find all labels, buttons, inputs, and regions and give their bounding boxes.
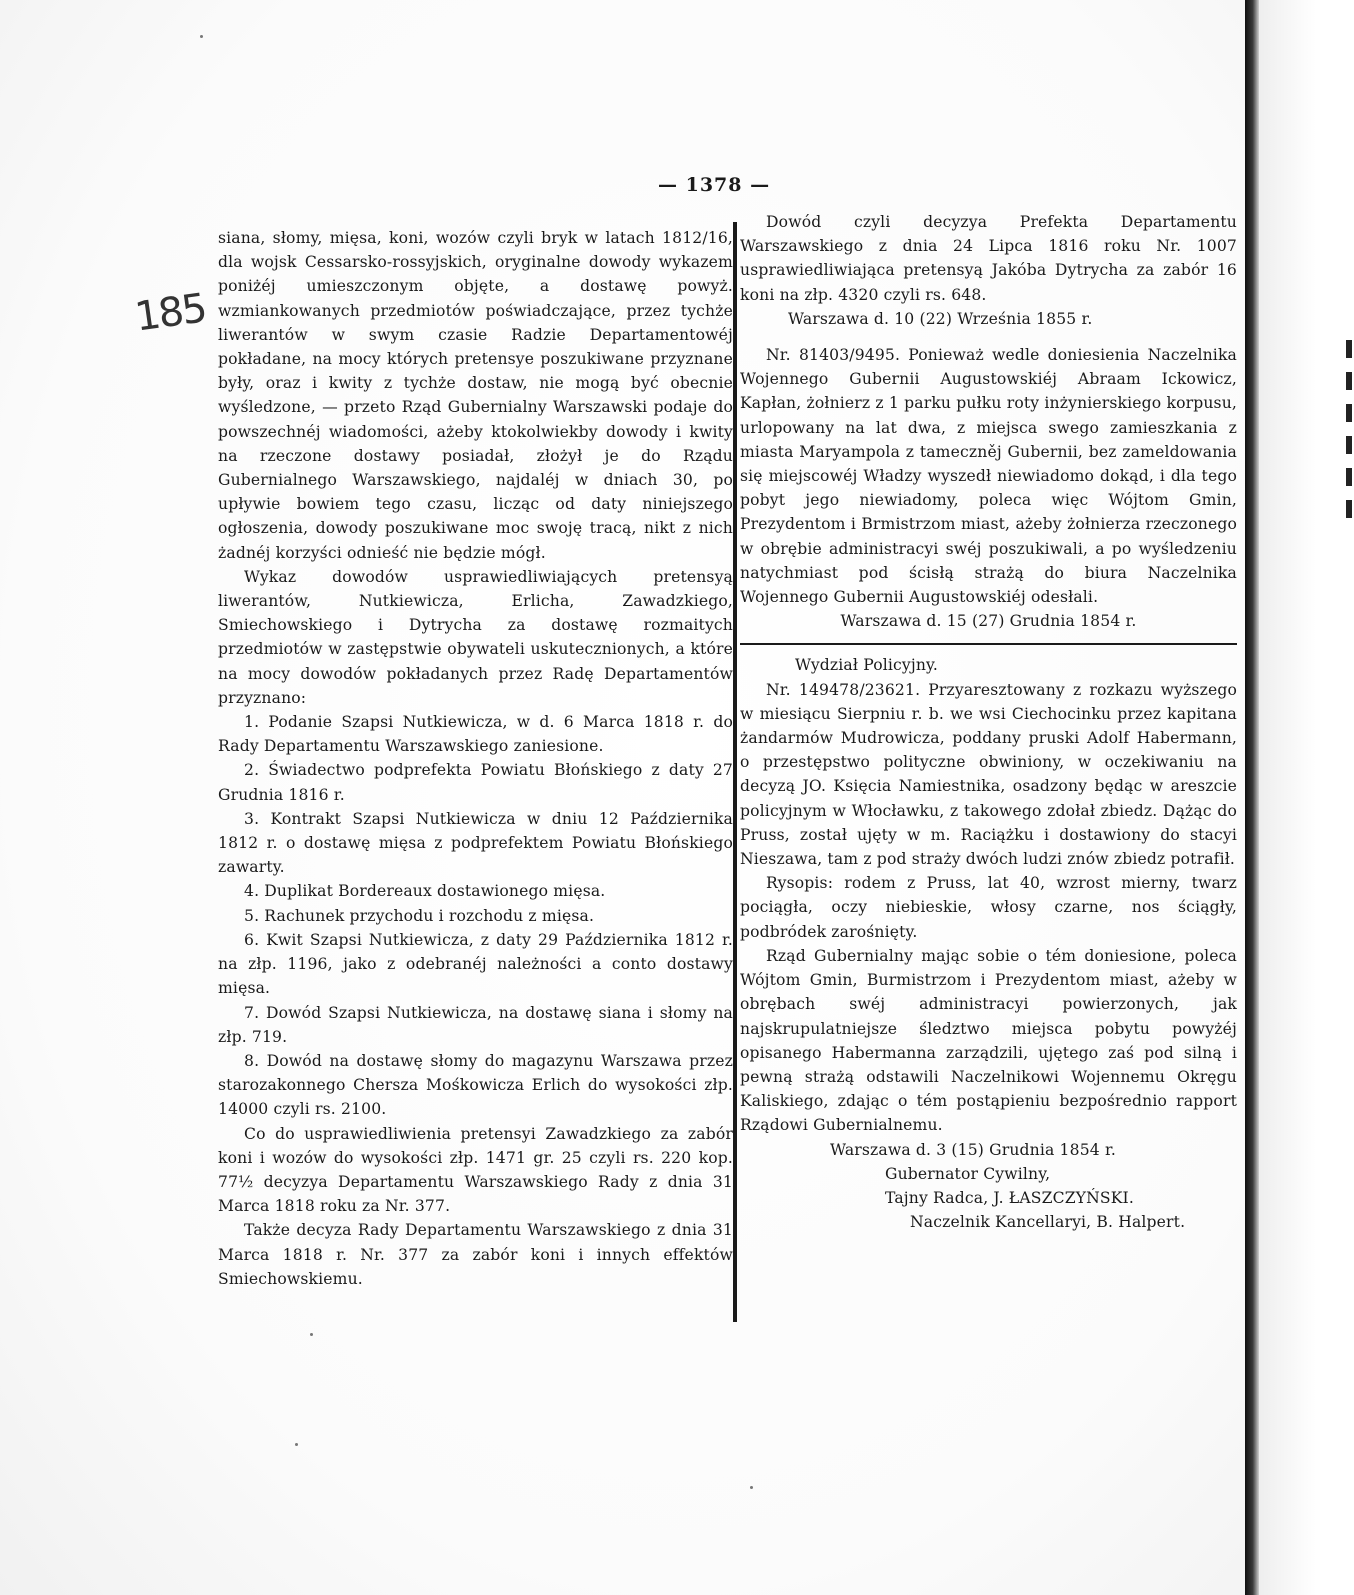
left-column — [218, 226, 733, 1291]
edge-marks — [1346, 340, 1352, 580]
evidence-item: 8. Dowód na dostawę słomy do magazynu Warszawa przez starozakonnego Chersza Mośkowicza Erlich do wysokości złp. 14000 czyli rs. 2100. — [218, 1051, 733, 1119]
dytrych-paragraph: Dowód czyli decyzya Prefekta Departamentu Warszawskiego z dnia 24 Lipca 1816 roku Nr. 1007 usprawiedliwiająca pretensyą Jakóba Dytrycha za zabór 16 koni na złp. 4320 czyli rs. 648. — [740, 213, 1237, 304]
dust-speck — [200, 35, 203, 38]
deserter-notice: Nr. 81403/9495. Ponieważ wedle doniesienia Naczelnika Wojennego Gubernii Augustowskiéj Abraam Ickowicz, Kapłan, żołnierz z 1 parku pułku roty inżynierskiego korpusu, urlopowany na lat dwa, z miejsca swego zamieszkania z miasta Maryampola z tameczněj Gubernii, bez zameldowania się miejscowéj Władzy wyszedł niewiadomo dokąd, i dla tego pobyt jego niewiadomy, poleca więc Wójtom Gmin, Prezydentom i Brmistrzom miast, ażeby żołnierza rzeczonego w obrębie administracyi swéj poszukiwali, a po wyśledzeniu natychmiast pod ścisłą strażą do biura Naczelnika Wojennego Gubernii Augustowskiéj odesłali. — [740, 346, 1237, 607]
section-rule — [740, 643, 1237, 645]
section-heading: Wydział Policyjny. — [795, 656, 939, 675]
evidence-list-intro: Wykaz dowodów usprawiedliwiających pretensyą liwerantów, Nutkiewicza, Erlicha, Zawadzkiego, Smiechowskiego i Dytrycha za dostawę rozmaitych przedmiotów w zastępstwie obywateli uskutecznionych, a które na mocy dowodów pokładanych przez Radę Departamentów przyznano: — [218, 567, 733, 707]
column-divider — [733, 222, 737, 1322]
signature-title: Gubernator Cywilny, — [885, 1164, 1051, 1183]
dust-speck — [295, 1443, 298, 1446]
zawadzki-paragraph: Co do usprawiedliwienia pretensyi Zawadzkiego za zabór koni i wozów do wysokości złp. 1471 gr. 25 czyli rs. 220 kop. 77½ decyzya Departamentu Warszawskiego Rady z dnia 31 Marca 1818 roku za Nr. 377. — [218, 1124, 733, 1216]
evidence-item: 1. Podanie Szapsi Nutkiewicza, w d. 6 Marca 1818 r. do Rady Departamentu Warszawskiego zaniesione. — [218, 713, 733, 756]
order-paragraph: Rząd Gubernialny mając sobie o tém doniesione, poleca Wójtom Gmin, Burmistrzom i Prezydentom miast, ażeby w obrębach swéj administracyi powierzonych, jak najskrupulatniejsze śledztwo miejsca pobytu powyżéj opisanego Habermanna zarządzili, ujętego zaś pod silną i pewną strażą odstawili Naczelnikowi Wojennemu Okręgu Kaliskiego, zdając o tém postąpieniu bezpośrednio rapport Rządowi Gubernialnemu. — [740, 946, 1237, 1135]
evidence-item: 4. Duplikat Bordereaux dostawionego mięsa. — [244, 882, 606, 901]
description-paragraph: Rysopis: rodem z Pruss, lat 40, wzrost mierny, twarz pociągła, oczy niebieskie, włosy czarne, nos ściągły, podbródek zarośnięty. — [740, 874, 1237, 941]
notice-continuation: siana, słomy, mięsa, koni, wozów czyli bryk w latach 1812/16, dla wojsk Cessarsko-rossyjskich, oryginalne dowody wykazem poniżéj umieszczonym objęte, a dostawę powyż. wzmiankowanych przedmiotów poświadczające, przez tychże liwerantów w swym czasie Radzie Departamentowéj pokładane, na mocy których pretensye poszukiwane przyznane były, oraz i kwity z tychże dostaw, nie mogą być obecnie wyśledzone, — przeto Rząd Gubernialny Warszawski podaje do powszechnéj wiadomości, ażeby ktokolwiekby dowody i kwity na rzeczone dostawy posiadał, złożył je do Rządu Gubernialnego Warszawskiego, najdaléj w dniach 30, po upływie bowiem tego czasu, licząc od daty niniejszego ogłoszenia, dowody poszukiwane moc swoję tracą, nikt z nich żadnéj korzyści odnieść nie będzie mógł. — [218, 229, 733, 562]
evidence-item: 6. Kwit Szapsi Nutkiewicza, z daty 29 Października 1812 r. na złp. 1196, jako z odebranéj należności a conto dostawy mięsa. — [218, 930, 733, 998]
evidence-item: 7. Dowód Szapsi Nutkiewicza, na dostawę siana i słomy na złp. 719. — [218, 1003, 733, 1046]
escapee-notice: Nr. 149478/23621. Przyaresztowany z rozkazu wyższego w miesiącu Sierpniu r. b. we wsi Ciechocinku przez kapitana żandarmów Mudrowicza, poddany pruski Adolf Habermann, o przestępstwo polityczne obwiniony, w oczekiwaniu na decyzą JO. Księcia Namiestnika, osadzony będąc w areszcie policyjnym w Włocławku, z takowego zdołał zbiedz. Dążąc do Pruss, został ujęty w m. Raciążku i dostawiony do stacyi Nieszawa, tam z pod straży dwóch ludzi znów zbiedz potrafił. — [740, 680, 1237, 869]
page-edge-shadow — [1259, 0, 1354, 1595]
dust-speck — [750, 1486, 753, 1489]
right-column — [740, 210, 1237, 1234]
smiechowski-paragraph: Także decyza Rady Departamentu Warszawskiego z dnia 31 Marca 1818 r. Nr. 377 za zabór koni i innych effektów Smiechowskiemu. — [218, 1221, 733, 1288]
dateline: Warszawa d. 3 (15) Grudnia 1854 r. — [830, 1140, 1116, 1159]
book-binding-edge — [1245, 0, 1259, 1595]
evidence-item: 2. Świadectwo podprefekta Powiatu Błońskiego z daty 27 Grudnia 1816 r. — [218, 761, 733, 804]
page-number: — 1378 — — [658, 174, 771, 196]
handwritten-margin-note: 185 — [132, 285, 209, 341]
dust-speck — [310, 1333, 313, 1336]
dateline: Warszawa d. 15 (27) Grudnia 1854 r. — [840, 612, 1137, 631]
signature-name: Tajny Radca, J. ŁASZCZYŃSKI. — [885, 1188, 1134, 1207]
evidence-item: 3. Kontrakt Szapsi Nutkiewicza w dniu 12 Października 1812 r. o dostawę mięsa z podprefektem Powiatu Błońskiego zawarty. — [218, 809, 733, 877]
evidence-item: 5. Rachunek przychodu i rozchodu z mięsa. — [244, 906, 595, 925]
dateline: Warszawa d. 10 (22) Września 1855 r. — [788, 309, 1093, 328]
signature-chancellery: Naczelnik Kancellaryi, B. Halpert. — [910, 1213, 1186, 1232]
